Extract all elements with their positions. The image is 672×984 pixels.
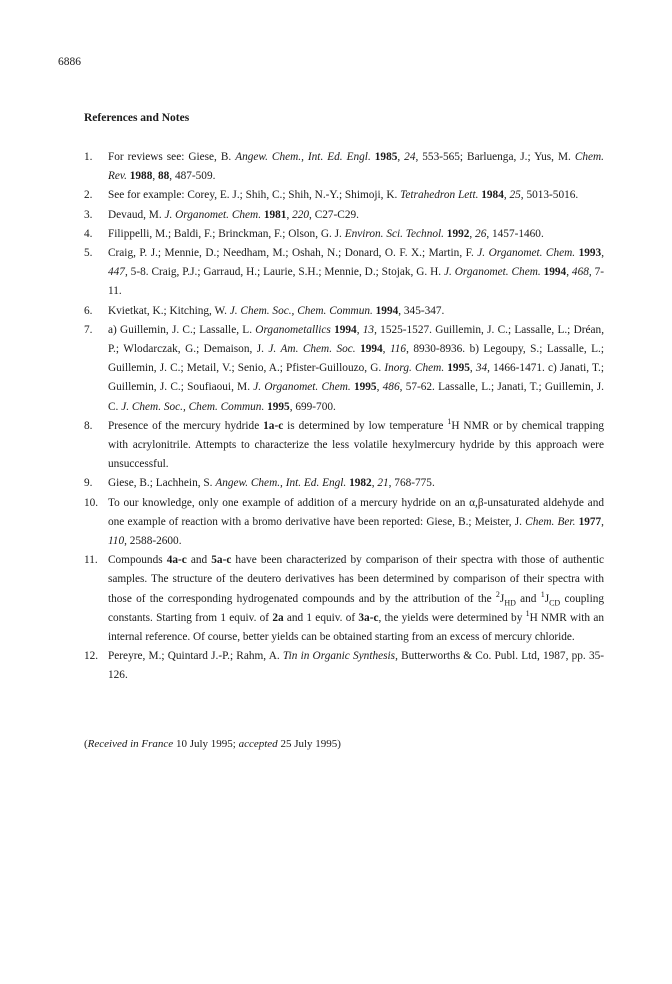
reference-text-segment: 1982 bbox=[349, 477, 372, 490]
reference-text-segment: , bbox=[601, 515, 604, 528]
reference-text bbox=[108, 477, 435, 489]
reference-item bbox=[84, 417, 604, 475]
reference-text-segment: , bbox=[601, 247, 605, 260]
reference-text-segment: 3a-c bbox=[358, 611, 379, 624]
page-number: 6886 bbox=[58, 56, 81, 68]
reference-text-segment: , 5013-5016. bbox=[520, 189, 579, 202]
reference-text-segment: , 487-509. bbox=[169, 170, 216, 183]
received-separator: ; bbox=[232, 738, 239, 750]
accepted-label: accepted bbox=[238, 738, 278, 750]
reference-text-segment: Inorg. Chem. bbox=[384, 362, 445, 375]
reference-number: 12. bbox=[84, 650, 99, 663]
reference-number: 11. bbox=[84, 554, 98, 567]
reference-text-segment: See for example: Corey, E. J.; Shih, C.; Shih, N.-Y.; Shimoji, K. bbox=[108, 189, 401, 202]
reference-text-segment: 25 bbox=[509, 189, 521, 202]
received-date: 10 July 1995 bbox=[175, 738, 233, 750]
reference-text bbox=[108, 417, 604, 471]
reference-text-segment: , 699-700. bbox=[289, 400, 336, 413]
reference-text bbox=[108, 189, 578, 201]
reference-text-segment: , bbox=[566, 266, 572, 279]
reference-text-segment: , bbox=[356, 323, 363, 336]
reference-text bbox=[108, 650, 604, 681]
reference-text bbox=[108, 324, 604, 413]
reference-text-segment: , bbox=[469, 362, 476, 375]
reference-text bbox=[108, 554, 604, 643]
reference-text-segment: , C27-C29. bbox=[309, 208, 359, 221]
reference-item bbox=[84, 244, 604, 302]
reference-text-segment: , 553-565; Barluenga, J.; Yus, M. bbox=[415, 151, 575, 163]
reference-text-segment: , 7-11. bbox=[108, 266, 605, 298]
reference-text-segment: Presence of the mercury hydride bbox=[108, 419, 264, 432]
received-label: Received in France bbox=[87, 738, 174, 750]
reference-item bbox=[84, 225, 604, 244]
reference-text-segment: 447 bbox=[108, 266, 125, 279]
reference-text-segment: have been characterized by comparison of their spectra with those of authentic samples. The structure of the deutero derivatives has been determined by comparison of their spectra with those of the corresponding hydrogenated compounds and by the attribution of the bbox=[108, 554, 605, 605]
reference-text-segment: CD bbox=[549, 597, 561, 607]
reference-item bbox=[84, 148, 604, 186]
reference-text-segment: , bbox=[152, 170, 158, 183]
reference-text-segment: 468 bbox=[571, 266, 589, 279]
reference-text-segment: Tetrahedron Lett. bbox=[400, 189, 479, 202]
reference-item bbox=[84, 494, 604, 552]
reference-text-segment: , bbox=[469, 227, 476, 240]
reference-text-segment: 34 bbox=[475, 362, 488, 375]
reference-number: 7. bbox=[84, 323, 93, 336]
reference-text-segment: J bbox=[499, 592, 505, 605]
reference-text-segment: , the yields were determined by bbox=[378, 611, 526, 624]
reference-text-segment: 116 bbox=[389, 343, 407, 356]
reference-text-segment: 24 bbox=[404, 151, 416, 163]
reference-item bbox=[84, 186, 604, 205]
reference-text-segment: 21 bbox=[377, 477, 389, 490]
reference-text-segment: , 1457-1460. bbox=[486, 227, 544, 240]
reference-text bbox=[108, 151, 604, 182]
reference-text-segment: , 8930-8936. b) Legoupy, S.; Lassalle, L.; Guillemin, J. C.; Metail, V.; Senio, A.; Pfister-Guillouzo, G. bbox=[108, 343, 604, 375]
reference-text-segment: coupling constants. Starting from 1 equiv. of bbox=[108, 592, 604, 624]
reference-text-segment: J. Organomet. Chem. bbox=[164, 208, 262, 221]
reference-text-segment: Kvietkat, K.; Kitching, W. bbox=[108, 304, 230, 317]
reference-number: 1. bbox=[84, 151, 93, 163]
reference-text-segment: Angew. Chem., Int. Ed. Engl. bbox=[215, 477, 347, 490]
reference-text-segment: and bbox=[186, 554, 212, 567]
reference-text-segment: 2a bbox=[272, 611, 284, 624]
reference-item bbox=[84, 321, 604, 417]
reference-number: 4. bbox=[84, 227, 93, 240]
reference-text-segment: J. Chem. Soc., Chem. Commun. bbox=[121, 400, 265, 413]
reference-text-segment: , bbox=[286, 208, 293, 221]
accepted-date: 25 July 1995 bbox=[280, 738, 338, 750]
received-open-paren: ( bbox=[84, 738, 88, 750]
reference-text bbox=[108, 247, 604, 297]
reference-item bbox=[84, 474, 604, 493]
reference-text-segment: 1994 bbox=[543, 266, 567, 279]
reference-text-segment: Environ. Sci. Technol. bbox=[344, 227, 444, 240]
received-close-paren: ) bbox=[337, 738, 341, 750]
reference-text-segment: a) Guillemin, J. C.; Lassalle, L. bbox=[108, 323, 256, 336]
reference-text-segment: To our knowledge, only one example of addition of a mercury hydride on an α,β-unsaturated aldehyde and one example of reaction with a bromo derivative have been reported: Giese, B.; Meister, J. bbox=[108, 496, 604, 528]
reference-text-segment: 26 bbox=[475, 227, 487, 240]
reference-text-segment: , 2588-2600. bbox=[124, 535, 182, 548]
reference-text-segment: J. Organomet. Chem. bbox=[444, 266, 541, 279]
reference-text-segment: 13 bbox=[362, 323, 375, 336]
reference-list bbox=[84, 148, 604, 686]
reference-text-segment: H NMR with an internal reference. Of course, better yields can be obtained starting from an excess of mercury chloride. bbox=[108, 611, 604, 644]
reference-text-segment: Angew. Chem., Int. Ed. Engl. bbox=[235, 151, 371, 163]
reference-text-segment: Pereyre, M.; Quintard J.-P.; Rahm, A. bbox=[108, 650, 283, 663]
reference-text-segment: 1 bbox=[525, 609, 530, 619]
reference-number: 8. bbox=[84, 419, 93, 432]
reference-text-segment: , 345-347. bbox=[398, 304, 445, 317]
reference-number: 2. bbox=[84, 189, 93, 202]
reference-text-segment: and bbox=[515, 592, 541, 605]
reference-text-segment: 1994 bbox=[375, 304, 399, 317]
reference-text-segment: , 1525-1527. Guillemin, J. C.; Lassalle, L.; Dréan, P.; Wlodarczak, G.; Demaison, J. bbox=[108, 323, 605, 356]
reference-text-segment: Devaud, M. bbox=[108, 208, 165, 221]
reference-text-segment: 2 bbox=[495, 589, 500, 599]
reference-text-segment: , Butterworths & Co. Publ. Ltd, 1987, pp. 35-126. bbox=[108, 650, 605, 682]
reference-text-segment: 1985 bbox=[374, 151, 398, 163]
reference-text-segment: J. Chem. Soc., Chem. Commun. bbox=[229, 304, 373, 317]
reference-text-segment: Tin in Organic Synthesis bbox=[282, 650, 396, 663]
reference-text-segment: HD bbox=[504, 597, 516, 607]
reference-text bbox=[108, 497, 604, 547]
reference-text-segment: 4a-c bbox=[166, 554, 187, 567]
reference-text-segment: 88 bbox=[158, 170, 170, 183]
reference-text-segment: is determined by low temperature bbox=[283, 419, 448, 432]
reference-text-segment: H NMR or by chemical trapping with acrylonitrile. Attempts to characterize the less volatile hexylmercury hydride by this approach were unsuccessful. bbox=[108, 419, 604, 471]
reference-text-segment: 486 bbox=[382, 381, 400, 394]
reference-text bbox=[108, 305, 444, 317]
reference-text-segment: J bbox=[544, 592, 550, 605]
references-heading: References and Notes bbox=[84, 112, 190, 124]
reference-text-segment: , bbox=[397, 151, 405, 163]
reference-text-segment: Craig, P. J.; Mennie, D.; Needham, M.; Oshah, N.; Donard, O. F. X.; Martin, F. bbox=[108, 247, 478, 260]
reference-text-segment: For reviews see: Giese, B. bbox=[108, 151, 236, 163]
reference-text-segment: and 1 equiv. of bbox=[283, 611, 359, 624]
reference-text-segment: 1 bbox=[540, 589, 545, 599]
reference-text-segment: J. Organomet. Chem. bbox=[477, 247, 576, 260]
reference-text-segment: Compounds bbox=[108, 554, 167, 567]
reference-text-segment: Giese, B.; Lachhein, S. bbox=[108, 477, 216, 490]
reference-text-segment: 1988 bbox=[129, 170, 153, 183]
reference-text-segment: , bbox=[503, 189, 510, 202]
reference-text-segment: J. Am. Chem. Soc. bbox=[268, 343, 356, 356]
reference-text-segment: 1993 bbox=[578, 247, 602, 260]
reference-text-segment: 1992 bbox=[446, 227, 470, 240]
reference-text-segment: 1994 bbox=[360, 343, 383, 356]
reference-text-segment: 1a-c bbox=[263, 419, 284, 432]
reference-text-segment: , 768-775. bbox=[388, 477, 435, 490]
reference-text-segment: J. Organomet. Chem. bbox=[253, 381, 351, 394]
reference-item bbox=[84, 647, 604, 685]
received-note bbox=[84, 738, 341, 750]
reference-text-segment: 1984 bbox=[481, 189, 504, 202]
reference-text-segment: 1994 bbox=[334, 323, 357, 336]
reference-text-segment: Chem. Ber. bbox=[525, 515, 576, 528]
reference-text-segment: 1995 bbox=[353, 381, 377, 394]
reference-text-segment: 1995 bbox=[267, 400, 290, 413]
reference-text-segment: , bbox=[371, 477, 378, 490]
reference-text-segment: Chem. Rev. bbox=[108, 151, 604, 183]
reference-text bbox=[108, 209, 359, 221]
reference-text-segment: Organometallics bbox=[255, 323, 331, 336]
reference-text-segment: , bbox=[376, 381, 383, 394]
reference-number: 3. bbox=[84, 208, 93, 221]
reference-number: 6. bbox=[84, 304, 93, 317]
reference-text-segment: , 1466-1471. c) Janati, T.; Guillemin, J. C.; Soufiaoui, M. bbox=[108, 362, 604, 394]
reference-number: 10. bbox=[84, 496, 99, 509]
reference-number: 9. bbox=[84, 477, 93, 490]
reference-text-segment: 220 bbox=[292, 208, 310, 221]
reference-text-segment: 1977 bbox=[578, 515, 602, 528]
reference-text-segment: Filippelli, M.; Baldi, F.; Brinckman, F.; Olson, G. J. bbox=[108, 227, 345, 240]
reference-text-segment: 1 bbox=[447, 417, 452, 427]
reference-item bbox=[84, 551, 604, 647]
reference-text-segment: , 57-62. Lassalle, L.; Janati, T.; Guillemin, J. C. bbox=[108, 381, 604, 413]
reference-text-segment: 5a-c bbox=[211, 554, 232, 567]
reference-text-segment: 1995 bbox=[447, 362, 470, 375]
reference-text-segment: 110 bbox=[108, 535, 125, 548]
reference-text bbox=[108, 228, 544, 240]
reference-text-segment: , bbox=[382, 343, 390, 356]
reference-item bbox=[84, 206, 604, 225]
reference-item bbox=[84, 302, 604, 321]
reference-text-segment: , 5-8. Craig, P.J.; Garraud, H.; Laurie, S.H.; Mennie, D.; Stojak, G. H. bbox=[124, 266, 445, 279]
reference-text-segment: 1981 bbox=[263, 208, 287, 221]
reference-number: 5. bbox=[84, 247, 93, 260]
